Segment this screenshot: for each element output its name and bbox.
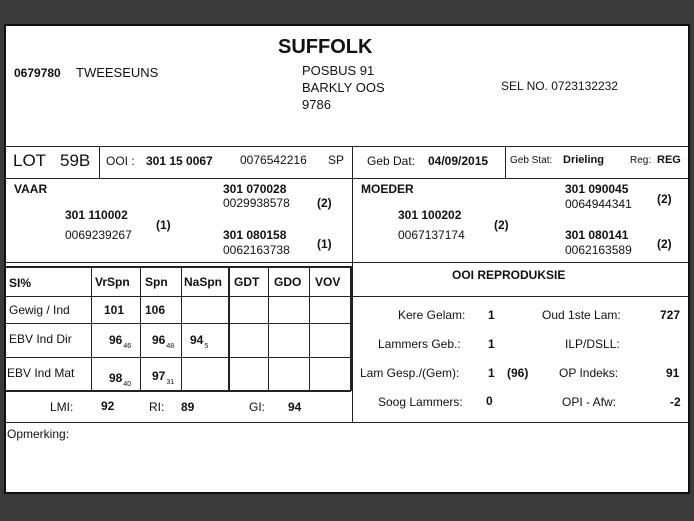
ri-value: 89 [181,400,195,414]
ooi-suffix: SP [328,153,345,167]
gdo-header: GDO [274,275,302,289]
vrspn-header: VrSpn [95,275,130,289]
geb-stat-label: Geb Stat: [510,155,553,166]
moeder-dam-count: (2) [657,237,672,251]
moeder-sire-count: (2) [657,192,672,206]
row-label-ebv-dir: EBV Ind Dir [9,332,72,346]
spn-header: Spn [145,275,168,289]
vaar-sire-number: 301 070028 [223,182,287,196]
vaar-count: (1) [156,218,171,232]
sale-card [4,24,690,494]
ooi-id: 0076542216 [240,153,307,167]
lam-gesp-label: Lam Gesp./(Gem): [360,366,460,380]
lam-gesp-value: 1 [488,366,495,380]
ooi-number: 301 15 0067 [146,154,213,168]
breed-title: SUFFOLK [278,36,373,58]
geb-stat-value: Drieling [563,154,604,166]
vaar-id: 0069239267 [65,228,132,242]
ilp-dsll-label: ILP/DSLL: [565,337,620,351]
lammers-geb-label: Lammers Geb.: [378,337,461,351]
ooi-label: OOI : [106,154,135,168]
gi-label: GI: [249,400,266,414]
address-line1: POSBUS 91 [302,63,375,78]
moeder-label: MOEDER [361,182,414,196]
moeder-dam-id: 0062163589 [565,243,632,257]
gi-value: 94 [288,400,302,414]
reg-value: REG [657,154,681,166]
ebv-dir-naspn: $94_5$ [190,333,209,350]
opmerking-label: Opmerking: [7,427,70,441]
ebv-dir-vrspn: $96_{46}$ [109,333,132,350]
geb-dat-label: Geb Dat: [367,154,416,168]
ebv-mat-vrspn: $98_{40}$ [109,371,132,388]
naspn-header: NaSpn [184,275,223,289]
soog-lammers-value: 0 [486,394,493,408]
lot-label: LOT [13,151,47,170]
vaar-sire-id: 0029938578 [223,196,290,210]
address-line3: 9786 [302,97,331,112]
breeder-code: 0679780 [14,66,61,80]
lammers-geb-value: 1 [488,337,495,351]
vov-header: VOV [315,275,341,289]
gdt-header: GDT [234,275,260,289]
vaar-sire-count: (2) [317,196,332,210]
gewig-spn: 106 [145,303,166,317]
address-line2: BARKLY OOS [302,80,385,95]
lot-number: 59B [60,151,91,170]
ebv-mat-spn: $97_{31}$ [152,369,175,386]
moeder-id: 0067137174 [398,228,465,242]
geb-dat-value: 04/09/2015 [428,154,489,168]
op-indeks-label: OP Indeks: [559,366,619,380]
oud-1ste-lam-value: 727 [660,308,681,322]
si-header: SI% [9,276,32,290]
vaar-dam-number: 301 080158 [223,228,287,242]
oud-1ste-lam-label: Oud 1ste Lam: [542,308,621,322]
kere-gelam-value: 1 [488,308,495,322]
moeder-dam-number: 301 080141 [565,228,629,242]
row-label-gewig: Gewig / Ind [9,303,70,317]
reg-label: Reg: [630,155,652,166]
moeder-sire-number: 301 090045 [565,182,629,196]
ooi-reproduksie-title: OOI REPRODUKSIE [452,268,566,282]
op-indeks-value: 91 [666,366,680,380]
soog-lammers-label: Soog Lammers: [378,395,463,409]
ebv-dir-spn: $96_{48}$ [152,333,175,350]
vaar-dam-id: 0062163738 [223,243,290,257]
row-label-ebv-mat: EBV Ind Mat [7,366,75,380]
moeder-sire-id: 0064944341 [565,197,632,211]
moeder-number: 301 100202 [398,208,462,222]
gewig-vrspn: 101 [104,303,125,317]
vaar-dam-count: (1) [317,237,332,251]
breeder-name: TWEESEUNS [76,65,159,80]
lmi-label: LMI: [50,400,74,414]
opi-afw-label: OPI - Afw: [562,395,617,409]
sel-no: SEL NO. 0723132232 [501,79,618,93]
opi-afw-value: -2 [670,395,681,409]
vaar-number: 301 110002 [65,208,128,222]
kere-gelam-label: Kere Gelam: [398,308,466,322]
moeder-count: (2) [494,218,509,232]
vaar-label: VAAR [14,182,48,196]
lmi-value: 92 [101,399,115,413]
lam-gesp-gem: (96) [507,366,529,380]
ri-label: RI: [149,400,165,414]
